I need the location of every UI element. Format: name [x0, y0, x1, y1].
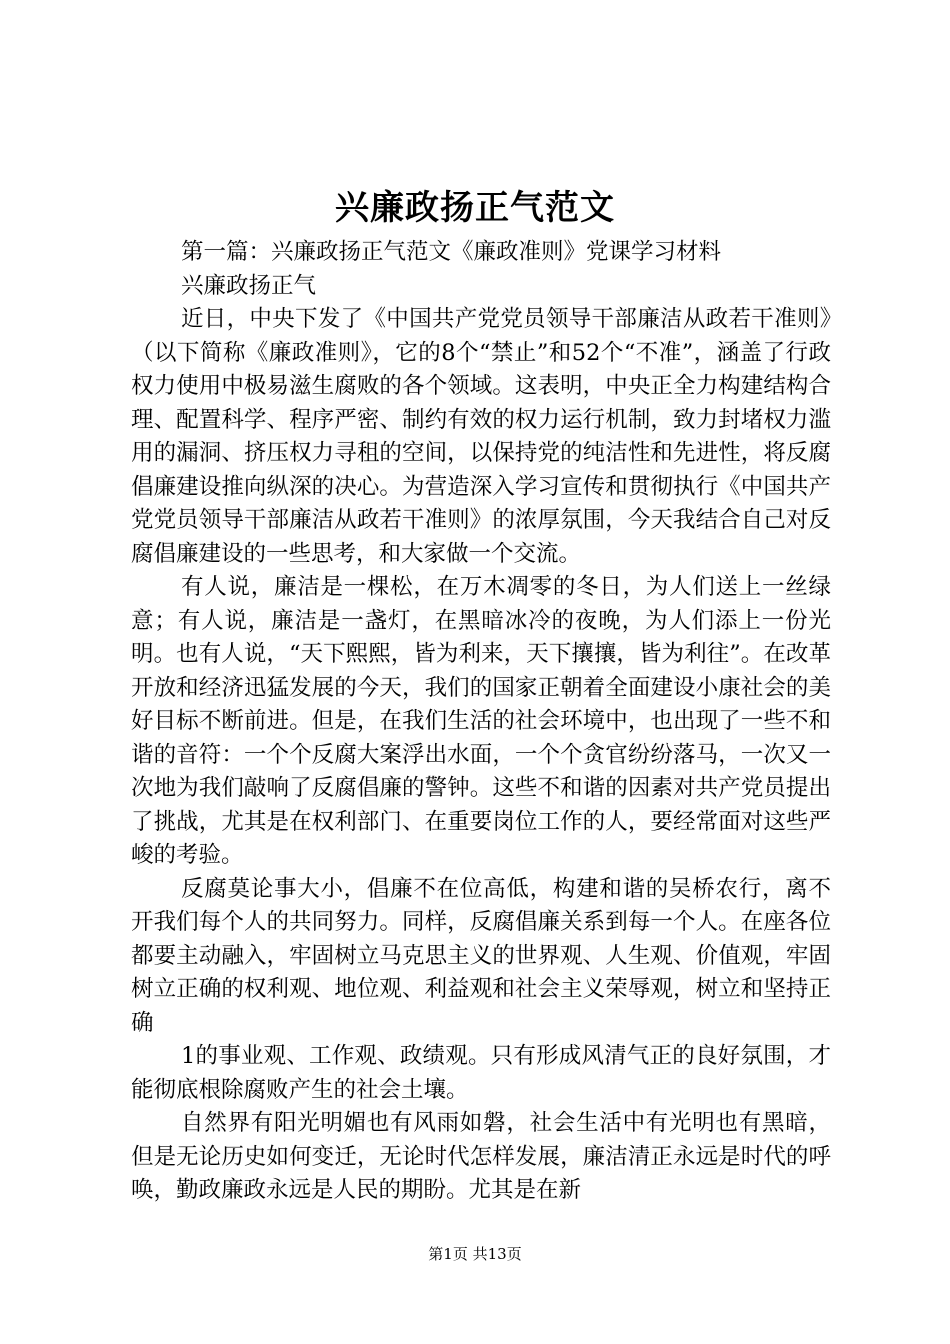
paragraph-subheading: 兴廉政扬正气 [181, 272, 317, 299]
paragraph: 有人说，廉洁是一棵松，在万木凋零的冬日，为人们送上一丝绿意；有人说，廉洁是一盏灯，在黑暗冰冷的夜晚，为人们添上一份光明。也有人说，“天下熙熙，皆为利来，天下攘攘，皆为利往”。在改革开放和经济迅猛发展的今天，我们的国家正朝着全面建设小康社会的美好目标不断前进。但是，在我们生活的社会环境中，也出现了一些不和谐的音符：一个个反腐大案浮出水面，一个个贪官纷纷落马，一次又一次地为我们敲响了反腐倡廉的警钟。这些不和谐的因素对共产党员提出了挑战，尤其是在权利部门、在重要岗位工作的人，要经常面对这些严峻的考验。 [131, 574, 831, 868]
paragraph: 1的事业观、工作观、政绩观。只有形成风清气正的良好氛围，才能彻底根除腐败产生的社会土壤。 [131, 1043, 831, 1103]
document-title: 兴廉政扬正气范文 [335, 188, 615, 228]
paragraph: 近日，中央下发了《中国共产党党员领导干部廉洁从政若干准则》（以下简称《廉政准则》，它的8个“禁止”和52个“不准”，涵盖了行政权力使用中极易滋生腐败的各个领域。这表明，中央正全力构建结构合理、配置科学、程序严密、制约有效的权力运行机制，致力封堵权力滥用的漏洞、挤压权力寻租的空间，以保持党的纯洁性和先进性，将反腐倡廉建设推向纵深的决心。为营造深入学习宣传和贯彻执行《中国共产党党员领导干部廉洁从政若干准则》的浓厚氛围，今天我结合自己对反腐倡廉建设的一些思考，和大家做一个交流。 [131, 306, 831, 567]
paragraph: 自然界有阳光明媚也有风雨如磐，社会生活中有光明也有黑暗，但是无论历史如何变迁，无论时代怎样发展，廉洁清正永远是时代的呼唤，勤政廉政永远是人民的期盼。尤其是在新 [131, 1110, 831, 1203]
page-footer: 第1页 共13页 [428, 1245, 522, 1263]
paragraph: 反腐莫论事大小，倡廉不在位高低，构建和谐的吴桥农行，离不开我们每个人的共同努力。同样，反腐倡廉关系到每一个人。在座各位都要主动融入，牢固树立马克思主义的世界观、人生观、价值观，牢固树立正确的权利观、地位观、利益观和社会主义荣辱观，树立和坚持正确 [131, 875, 831, 1036]
paragraph-heading: 第一篇：兴廉政扬正气范文《廉政准则》党课学习材料 [181, 239, 722, 265]
document-body [131, 236, 831, 1208]
